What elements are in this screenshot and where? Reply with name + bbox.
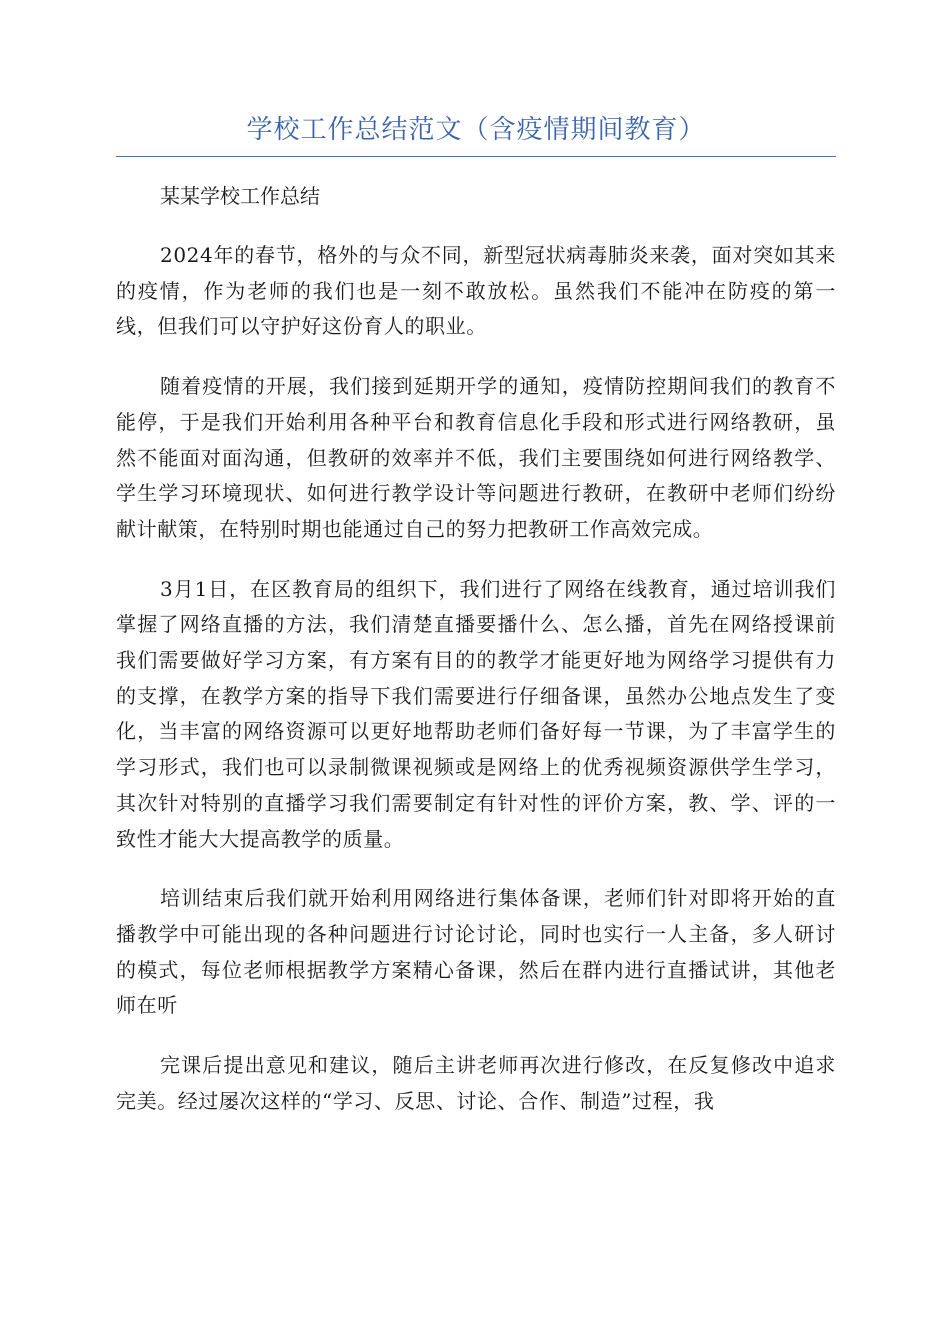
paragraph-2: 随着疫情的开展，我们接到延期开学的通知，疫情防控期间我们的教育不能停，于是我们开始利用各种平台和教育信息化手段和形式进行网络教研，虽然不能面对面沟通，但教研的效率并不低，我们主要围绕如何进行网络教学、学生学习环境现状、如何进行教学设计等问题进行教研，在教研中老师们纷纷献计献策，在特别时期也能通过自己的努力把教研工作高效完成。	[116, 374, 836, 541]
paragraph-4: 培训结束后我们就开始利用网络进行集体备课，老师们针对即将开始的直播教学中可能出现的各种问题进行讨论讨论，同时也实行一人主备，多人研讨的模式，每位老师根据教学方案精心备课，然后在群内进行直播试讲，其他老师在听	[116, 886, 836, 1018]
paragraph-3: 3月1日，在区教育局的组织下，我们进行了网络在线教育，通过培训我们掌握了网络直播的方法，我们清楚直播要播什么、怎么播，首先在网络授课前我们需要做好学习方案，有方案有目的的教学才能更好地为网络学习提供有力的支撑，在教学方案的指导下我们需要进行仔细备课，虽然办公地点发生了变化，当丰富的网络资源可以更好地帮助老师们备好每一节课，为了丰富学生的学习形式，我们也可以录制微课视频或是网络上的优秀视频资源供学生学习，其次针对特别的直播学习我们需要制定有针对性的评价方案，教、学、评的一致性才能大大提高教学的质量。	[116, 576, 836, 851]
document-page	[116, 110, 836, 1119]
title-underline	[116, 156, 836, 157]
paragraph-5: 完课后提出意见和建议，随后主讲老师再次进行修改，在反复修改中追求完美。经过屡次这样的“学习、反思、讨论、合作、制造”过程，我	[116, 1053, 836, 1113]
document-subtitle: 某某学校工作总结	[160, 184, 320, 208]
document-title: 学校工作总结范文（含疫情期间教育）	[246, 115, 706, 145]
paragraph-1: 2024年的春节，格外的与众不同，新型冠状病毒肺炎来袭，面对突如其来的疫情，作为老师的我们也是一刻不敢放松。虽然我们不能冲在防疫的第一线，但我们可以守护好这份育人的职业。	[116, 243, 836, 339]
